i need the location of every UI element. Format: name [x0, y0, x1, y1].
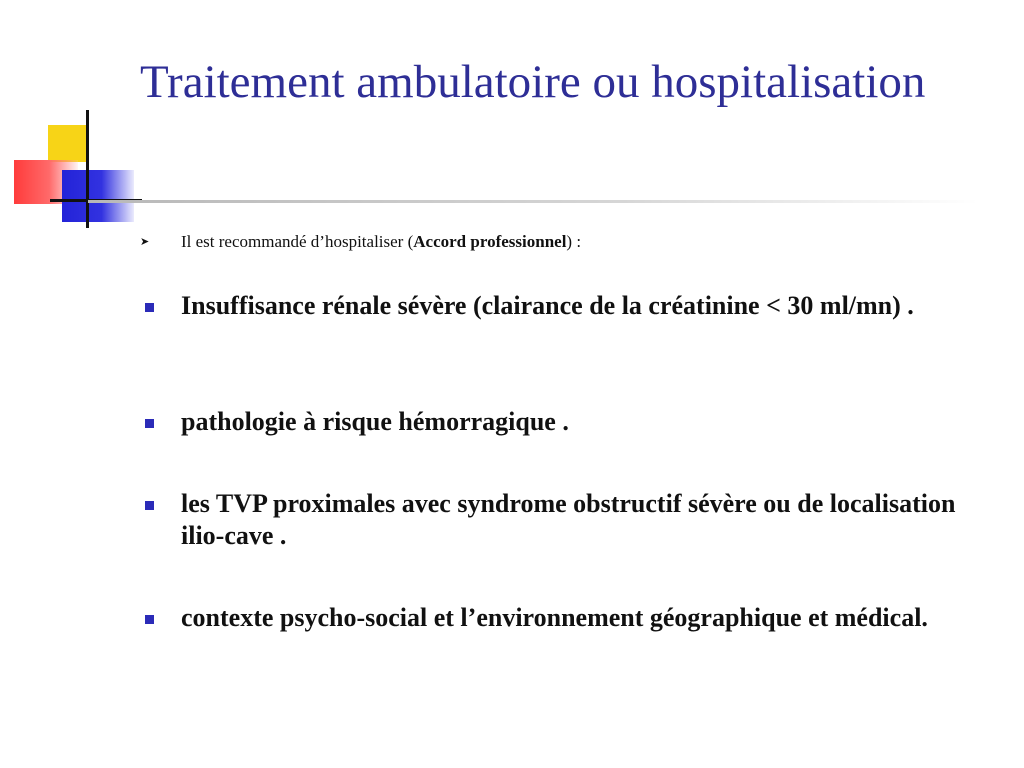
bullet-text: Insuffisance rénale sévère (clairance de la créatinine < 30 ml/mn) . [181, 291, 914, 320]
square-bullet-icon [145, 419, 154, 428]
decorative-yellow-square [48, 125, 86, 162]
intro-text-bold: Accord professionnel [413, 232, 567, 251]
intro-text-before: Il est recommandé d’hospitaliser ( [181, 232, 414, 251]
square-bullet-icon [145, 501, 154, 510]
title-underline-rule [88, 200, 978, 203]
bullet-text: pathologie à risque hémorragique . [181, 407, 569, 436]
arrow-bullet-icon: ➤ [140, 235, 150, 248]
bullet-text: les TVP proximales avec syndrome obstructif sévère ou de localisation ilio-cave . [181, 489, 956, 550]
intro-text [181, 231, 581, 253]
decorative-vertical-line [86, 110, 89, 228]
decorative-blue-square [62, 170, 134, 222]
intro-text-after: ) : [566, 232, 582, 251]
square-bullet-icon [145, 615, 154, 624]
square-bullet-icon [145, 303, 154, 312]
slide-title: Traitement ambulatoire ou hospitalisation [140, 56, 926, 108]
bullet-text: contexte psycho-social et l’environnement géographique et médical. [181, 603, 928, 632]
